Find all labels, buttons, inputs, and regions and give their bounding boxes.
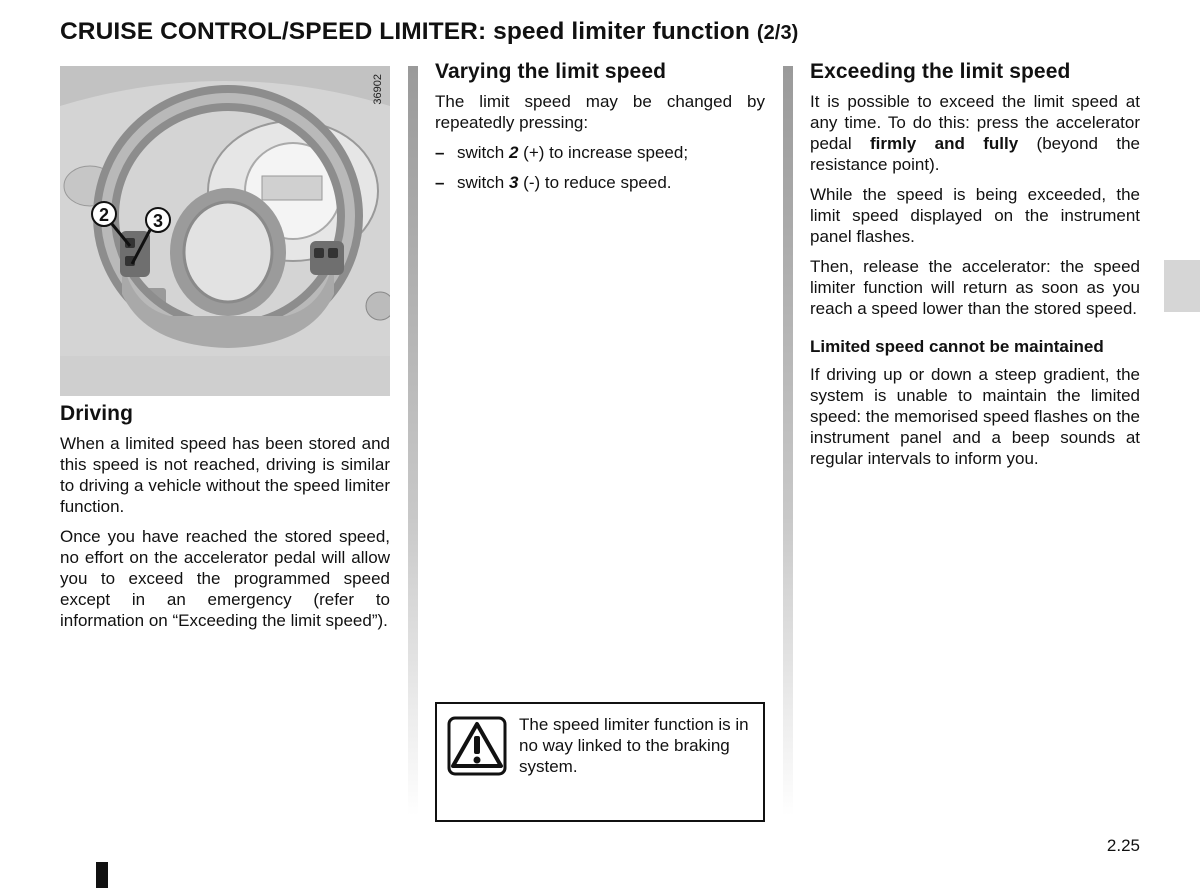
exceeding-paragraph-2: While the speed is being exceeded, the limit speed displayed on the instrument panel flashes.	[810, 185, 1140, 246]
column-divider	[408, 66, 418, 816]
varying-heading: Varying the limit speed	[435, 60, 667, 83]
driving-heading: Driving	[60, 402, 134, 425]
section-edge-tab	[1164, 260, 1200, 312]
warning-triangle-icon	[447, 716, 507, 776]
switch-number: 3	[508, 173, 519, 192]
exceeding-paragraph-3: Then, release the accelerator: the speed limiter function will return as soon as you reach a speed lower than the stored speed.	[810, 257, 1140, 318]
exceeding-heading: Exceeding the limit speed	[810, 60, 1071, 83]
warning-text: The speed limiter function is in no way linked to the braking system.	[519, 715, 749, 776]
steering-wheel-drawing	[60, 66, 390, 396]
emphasis-text: firmly and fully	[869, 134, 1019, 153]
driving-paragraph-2: Once you have reached the stored speed, no effort on the accelerator pedal will allow you to exceed the programmed speed except in an emergency (refer to information on “Exceeding the limit speed”).	[60, 527, 390, 630]
paragraph-text: It is possible to exceed the limit speed at any time. To do this: press the accelerator pedal	[810, 92, 1140, 153]
list-item-text: (-) to reduce speed.	[518, 173, 672, 192]
page-title-suffix: (2/3)	[756, 22, 799, 44]
figure-reference: 36902	[372, 74, 384, 105]
print-corner-mark	[96, 862, 108, 888]
left-column	[60, 66, 390, 640]
page-title	[60, 18, 798, 46]
callout-3: 3	[152, 211, 164, 231]
warning-box	[435, 702, 765, 822]
exceeding-paragraph-1	[810, 91, 1140, 175]
middle-column	[435, 60, 765, 202]
list-item-text: switch	[457, 173, 509, 192]
switch-number: 2	[508, 143, 519, 162]
column-divider	[783, 66, 793, 816]
list-item	[435, 172, 765, 193]
dash-marker: –	[435, 143, 445, 162]
steering-wheel-illustration	[60, 66, 390, 396]
list-item	[435, 142, 765, 163]
varying-intro: The limit speed may be changed by repeatedly pressing:	[435, 92, 765, 132]
exceeding-paragraph-4: If driving up or down a steep gradient, the system is unable to maintain the limited speed: the memorised speed flashes on the instrument panel and a beep sounds at regular intervals to inform you.	[810, 365, 1140, 468]
page-title-text: CRUISE CONTROL/SPEED LIMITER: speed limiter function	[60, 18, 750, 45]
right-column	[810, 60, 1140, 478]
switch-list	[435, 142, 765, 193]
page-number: 2.25	[1106, 836, 1140, 855]
list-item-text: (+) to increase speed;	[518, 143, 689, 162]
dash-marker: –	[435, 173, 445, 192]
limited-speed-subheading: Limited speed cannot be maintained	[810, 337, 1104, 356]
driving-paragraph-1: When a limited speed has been stored and this speed is not reached, driving is similar to driving a vehicle without the speed limiter function.	[60, 434, 390, 516]
list-item-text: switch	[457, 143, 509, 162]
paragraph-text: (beyond the resistance point).	[810, 134, 1140, 174]
callout-2: 2	[98, 205, 110, 225]
